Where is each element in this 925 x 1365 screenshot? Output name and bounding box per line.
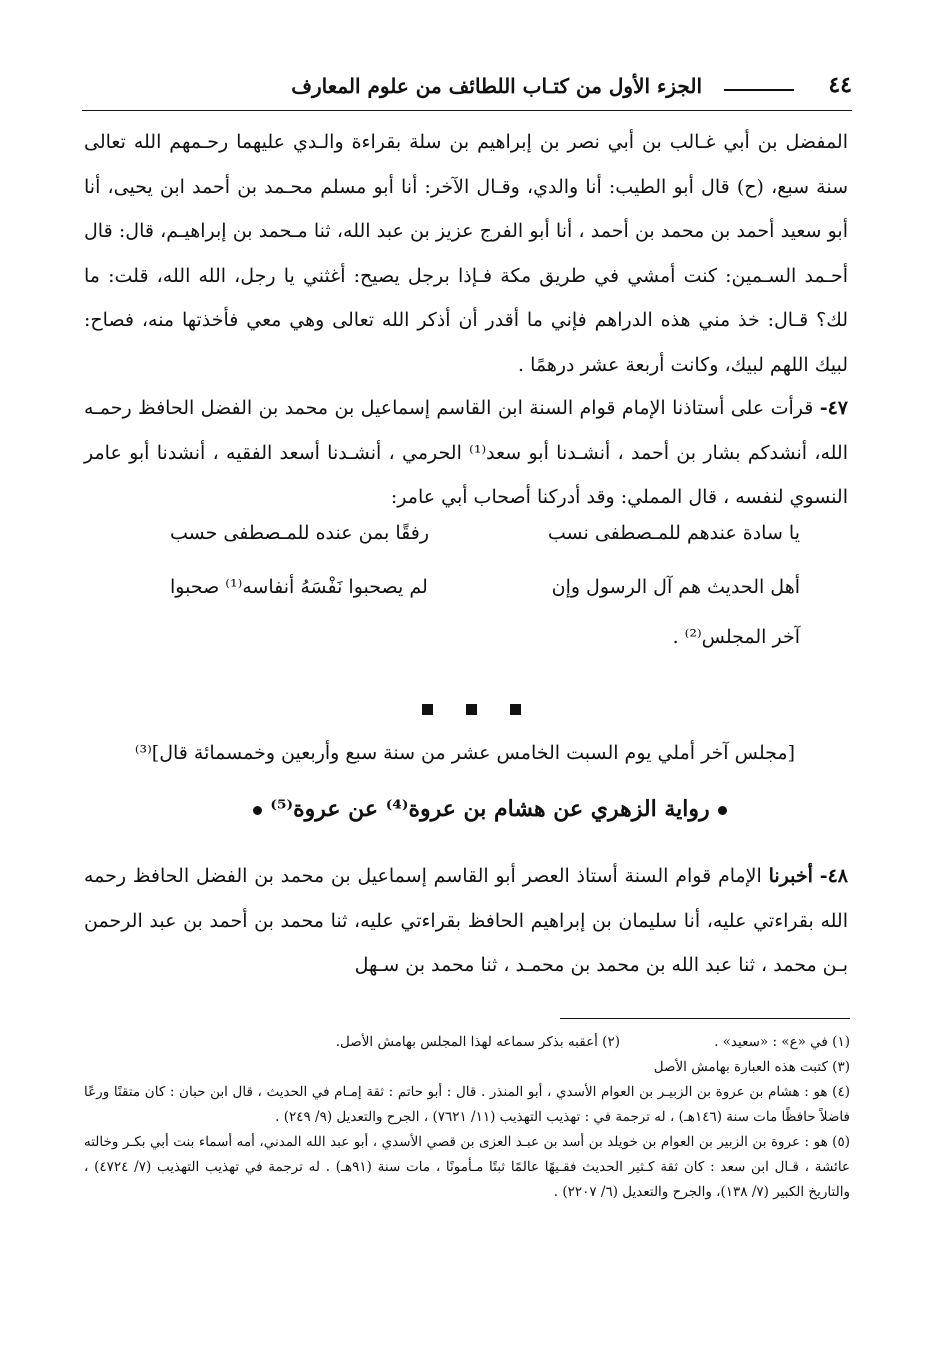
verse-1-first-hemistich: يا سادة عندهم للمـصطفى نسب [547,522,800,544]
separator-square-icon [466,704,477,715]
paragraph-48-lead: أخبرنا [768,865,813,887]
running-title: الجزء الأول من كتـاب اللطائف من علوم المعارف [291,74,702,98]
footnote-1: (١) في «ع» : «سعيد» . [714,1034,850,1050]
hadith-number-47: ٤٧- [819,397,848,419]
paragraph-continuation: المفضل بن أبي غـالب بن أبي نصر بن إبراهيم بن سلة بقراءة والـدي عليهما رحـمهم الله تعالى سنة سبع، (ح) قال أبو الطيب: أنا والدي، وقـال الآخر: أنا أبو مسلم محـمد بن أحمد ابن يحيى، أنا أبو سعيد أحمد بن محمد بن أحمد ، أنا أبو الفرج عزيز بن عبد الله، ثنا مـحمد بن إبراهيـم، قال: قال أحـمد السـمين: كنت أمشي في طريق مكة فـإذا برجل يصيح: أغثني يا رجل، الله الله، قلت: ما لك؟ قـال: خذ مني هذه الدراهم فإني ما أقدر أن أذكر الله تعالى وهي معي فأخذتها منه، فصاح: لبيك اللهم لبيك، وكانت أربعة عشر درهمًا . [84,131,848,376]
footnote-separator [560,1018,850,1019]
verse-line-1 [100,522,800,566]
header-dash [724,89,794,91]
majlis-end-line [100,626,800,670]
footnote-row-1 [84,1030,850,1055]
bullet-icon [253,806,262,815]
header-rule [82,110,852,111]
verse-1-second-hemistich: رفقًا بمن عنده للمـصطفى حسب [170,522,430,544]
footnote-4: (٤) هو : هشام بن عروة بن الزبيـر بن العوام الأسدي ، أبو المنذر . قال : أبو حاتم : ثقة إمـام في الحديث ، قال ابن حبان : كان متقنًا ورعًا فاضلاً حافظًا مات سنة (١٤٦هـ) ، له ترجمة في : تهذيب التهذيب (١١/ ٧٦٢١) ، الجرح والتعديل (٩/ ٢٤٩) . [84,1084,850,1125]
separator-square-icon [510,704,521,715]
page-number: ٤٤ [828,72,852,98]
verse-2-second-hemistich: لم يصحبوا نَفْسَهُ أنفاسه⁽¹⁾ صحبوا [170,576,428,598]
section-heading-text: رواية الزهري عن هشام بن عروة⁽⁴⁾ عن عروة⁽⁵⁾ [270,796,710,822]
footnote-2: (٢) أعقبه بذكر سماعه لهذا المجلس بهامش الأصل. [335,1034,620,1050]
paragraph-47 [84,386,848,520]
paragraph-48 [84,854,848,988]
verse-2-first-hemistich: أهل الحديث هم آل الرسول وإن [551,576,800,598]
hadith-number-48: ٤٨- [819,865,848,887]
bullet-icon [718,806,727,815]
paragraph-47-text: قرأت على أستاذنا الإمام قوام السنة ابن القاسم إسماعيل بن محمد بن الفضل الحافظ رحمـه الله، أنشدكم بشار بن أحمد ، أنشـدنا أبو سعد⁽¹⁾ الحرمي ، أنشـدنا أسعد الفقيه ، أنشدنا أبو عامر النسوي لنفسه ، قال المملي: وقد أدركنا أصحاب أبي عامر: [84,397,848,508]
majlis-end-text: آخر المجلس⁽²⁾ . [672,626,800,648]
footnote-3: (٣) كتبت هذه العبارة بهامش الأصل [653,1059,850,1075]
section-heading [230,796,750,822]
separator-square-icon [422,704,433,715]
paragraph-48-text: الإمام قوام السنة أستاذ العصر أبو القاسم إسماعيل بن محمد بن الفضل الحافظ رحمه الله بقراءتي عليه، أنا سليمان بن إبراهيم الحافظ بقراءتي عليه، ثنا محمد بن أحمد بن عبد الرحمن بـن محمد ، ثنا عبد الله بن محمد بن محمـد ، ثنا محمد بن سـهل [84,865,848,976]
section-separator [422,704,532,718]
page-header [82,72,852,106]
majlis-note: [مجلس آخر أملي يوم السبت الخامس عشر من سنة سبع وأربعين وخمسمائة قال]⁽³⁾ [134,742,795,764]
footnotes [84,1030,850,1205]
verse-line-2 [100,576,800,620]
footnote-5: (٥) هو : عروة بن الزبير بن العوام بن خويلد بن أسد بن عبـد العزى بن قصي الأسدي ، أبو عبد الله المدني، أمه أسماء بنت أبي بكـر وخالته عائشة ، قـال ابن سعد : كان ثقة كـثير الحديث فقـيهًا عالمًا ثبتًا مـأمونًا ، مات سنة (٩١هـ) . له ترجمة في تهذيب التهذيب (٧/ ٤٧٢٤) ، والتاريخ الكبير (٧/ ١٣٨)، والجرح والتعديل (٦/ ٢٢٠٧) . [84,1134,850,1200]
